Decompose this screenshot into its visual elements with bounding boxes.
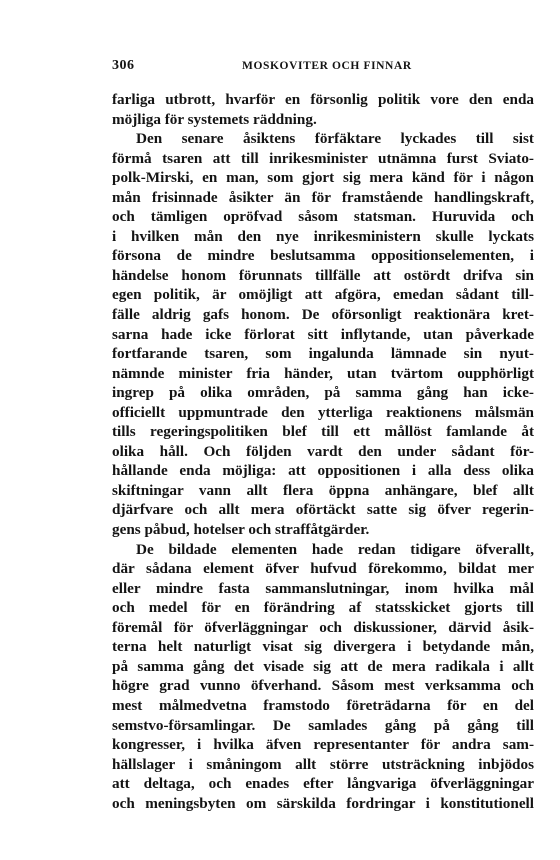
text-line: sarna hade icke förlorat sitt inflytande, utan påverkade (112, 325, 534, 343)
text-line: officiellt uppmuntrade den ytterliga reaktionens målsmän (112, 403, 534, 421)
page-number: 306 (112, 58, 135, 73)
text-line: kongresser, i hvilka äfven representanter för andra sam- (112, 736, 534, 754)
text-line: ingrep på olika områden, på samma gång han icke- (112, 384, 534, 402)
text-line: Den senare åsiktens förfäktare lyckades till sist (136, 130, 534, 148)
text-line: på samma gång det visade sig att de mera radikala i allt (112, 657, 534, 675)
text-line: där sådana element öfver hufvud förekommo, bildat mer (112, 560, 534, 578)
text-line: och medel för en förändring af statsskicket gjorts till (112, 599, 534, 617)
text-line: terna helt naturligt visat sig divergera i betydande mån, (112, 638, 534, 656)
text-line: att deltaga, och enades efter långvariga öfverläggningar (112, 775, 534, 793)
text-line: förmå tsaren att till inrikesminister utnämna furst Sviato- (112, 149, 534, 167)
text-line: fälle aldrig gafs honom. De oförsonligt reaktionära kret- (112, 306, 534, 324)
text-line: olika håll. Och följden vardt den under sådant för- (112, 442, 534, 460)
text-line: hällslager i småningom allt större utsträckning inbjödos (112, 755, 534, 773)
text-line: polk-Mirski, en man, som gjort sig mera känd för i någon (112, 169, 534, 187)
text-line: tills regeringspolitiken blef till ett mållöst famlande åt (112, 423, 534, 441)
text-line: händelse honom förunnats tillfälle att ostördt drifva sin (112, 266, 534, 284)
text-line: och tämligen opröfvad såsom statsman. Huruvida och (112, 208, 534, 226)
text-line: eller mindre fasta sammanslutningar, inom hvilka mål (112, 579, 534, 597)
text-line: nämnde minister fria händer, utan tvärtom oupphörligt (112, 364, 534, 382)
page-header (112, 58, 534, 80)
text-line: högre grad vunno öfverhand. Såsom mest verksamma och (112, 677, 534, 695)
text-line: semstvo-församlingar. De samlades gång på gång till (112, 716, 534, 734)
text-line: De bildade elementen hade redan tidigare öfverallt, (136, 540, 534, 558)
text-line: djärfvare och allt mera oförtäckt satte sig öfver regerin- (112, 501, 534, 519)
text-line: mest målmedvetna framstodo företrädarna för en del (112, 696, 534, 714)
body-text (112, 90, 534, 813)
text-line: försona de mindre beslutsamma oppositionselementen, i (112, 247, 534, 265)
text-line: i hvilken mån den nye inrikesministern skulle lyckats (112, 227, 534, 245)
text-line: mån frisinnade åsikter än för framstående handlingskraft, (112, 188, 534, 206)
text-line: föremål för öfverläggningar och diskussioner, därvid åsik- (112, 618, 534, 636)
text-line: skiftningar vann allt flera öppna anhängare, blef allt (112, 481, 534, 499)
text-line: egen politik, är omöjligt att afgöra, emedan sådant till- (112, 286, 534, 304)
running-title: MOSKOVITER OCH FINNAR (242, 60, 412, 72)
text-line: gens påbud, hotelser och straffåtgärder. (112, 521, 370, 539)
text-line: fortfarande tsaren, som ingalunda lämnade sin nyut- (112, 345, 534, 363)
text-line: hållande enda möjliga: att oppositionen i alla dess olika (112, 462, 534, 480)
text-line: möjliga för systemets räddning. (112, 110, 317, 128)
text-line: farliga utbrott, hvarför en försonlig politik vore den enda (112, 91, 534, 108)
text-line: och meningsbyten om särskilda fordringar i konstitutionell (112, 794, 534, 812)
